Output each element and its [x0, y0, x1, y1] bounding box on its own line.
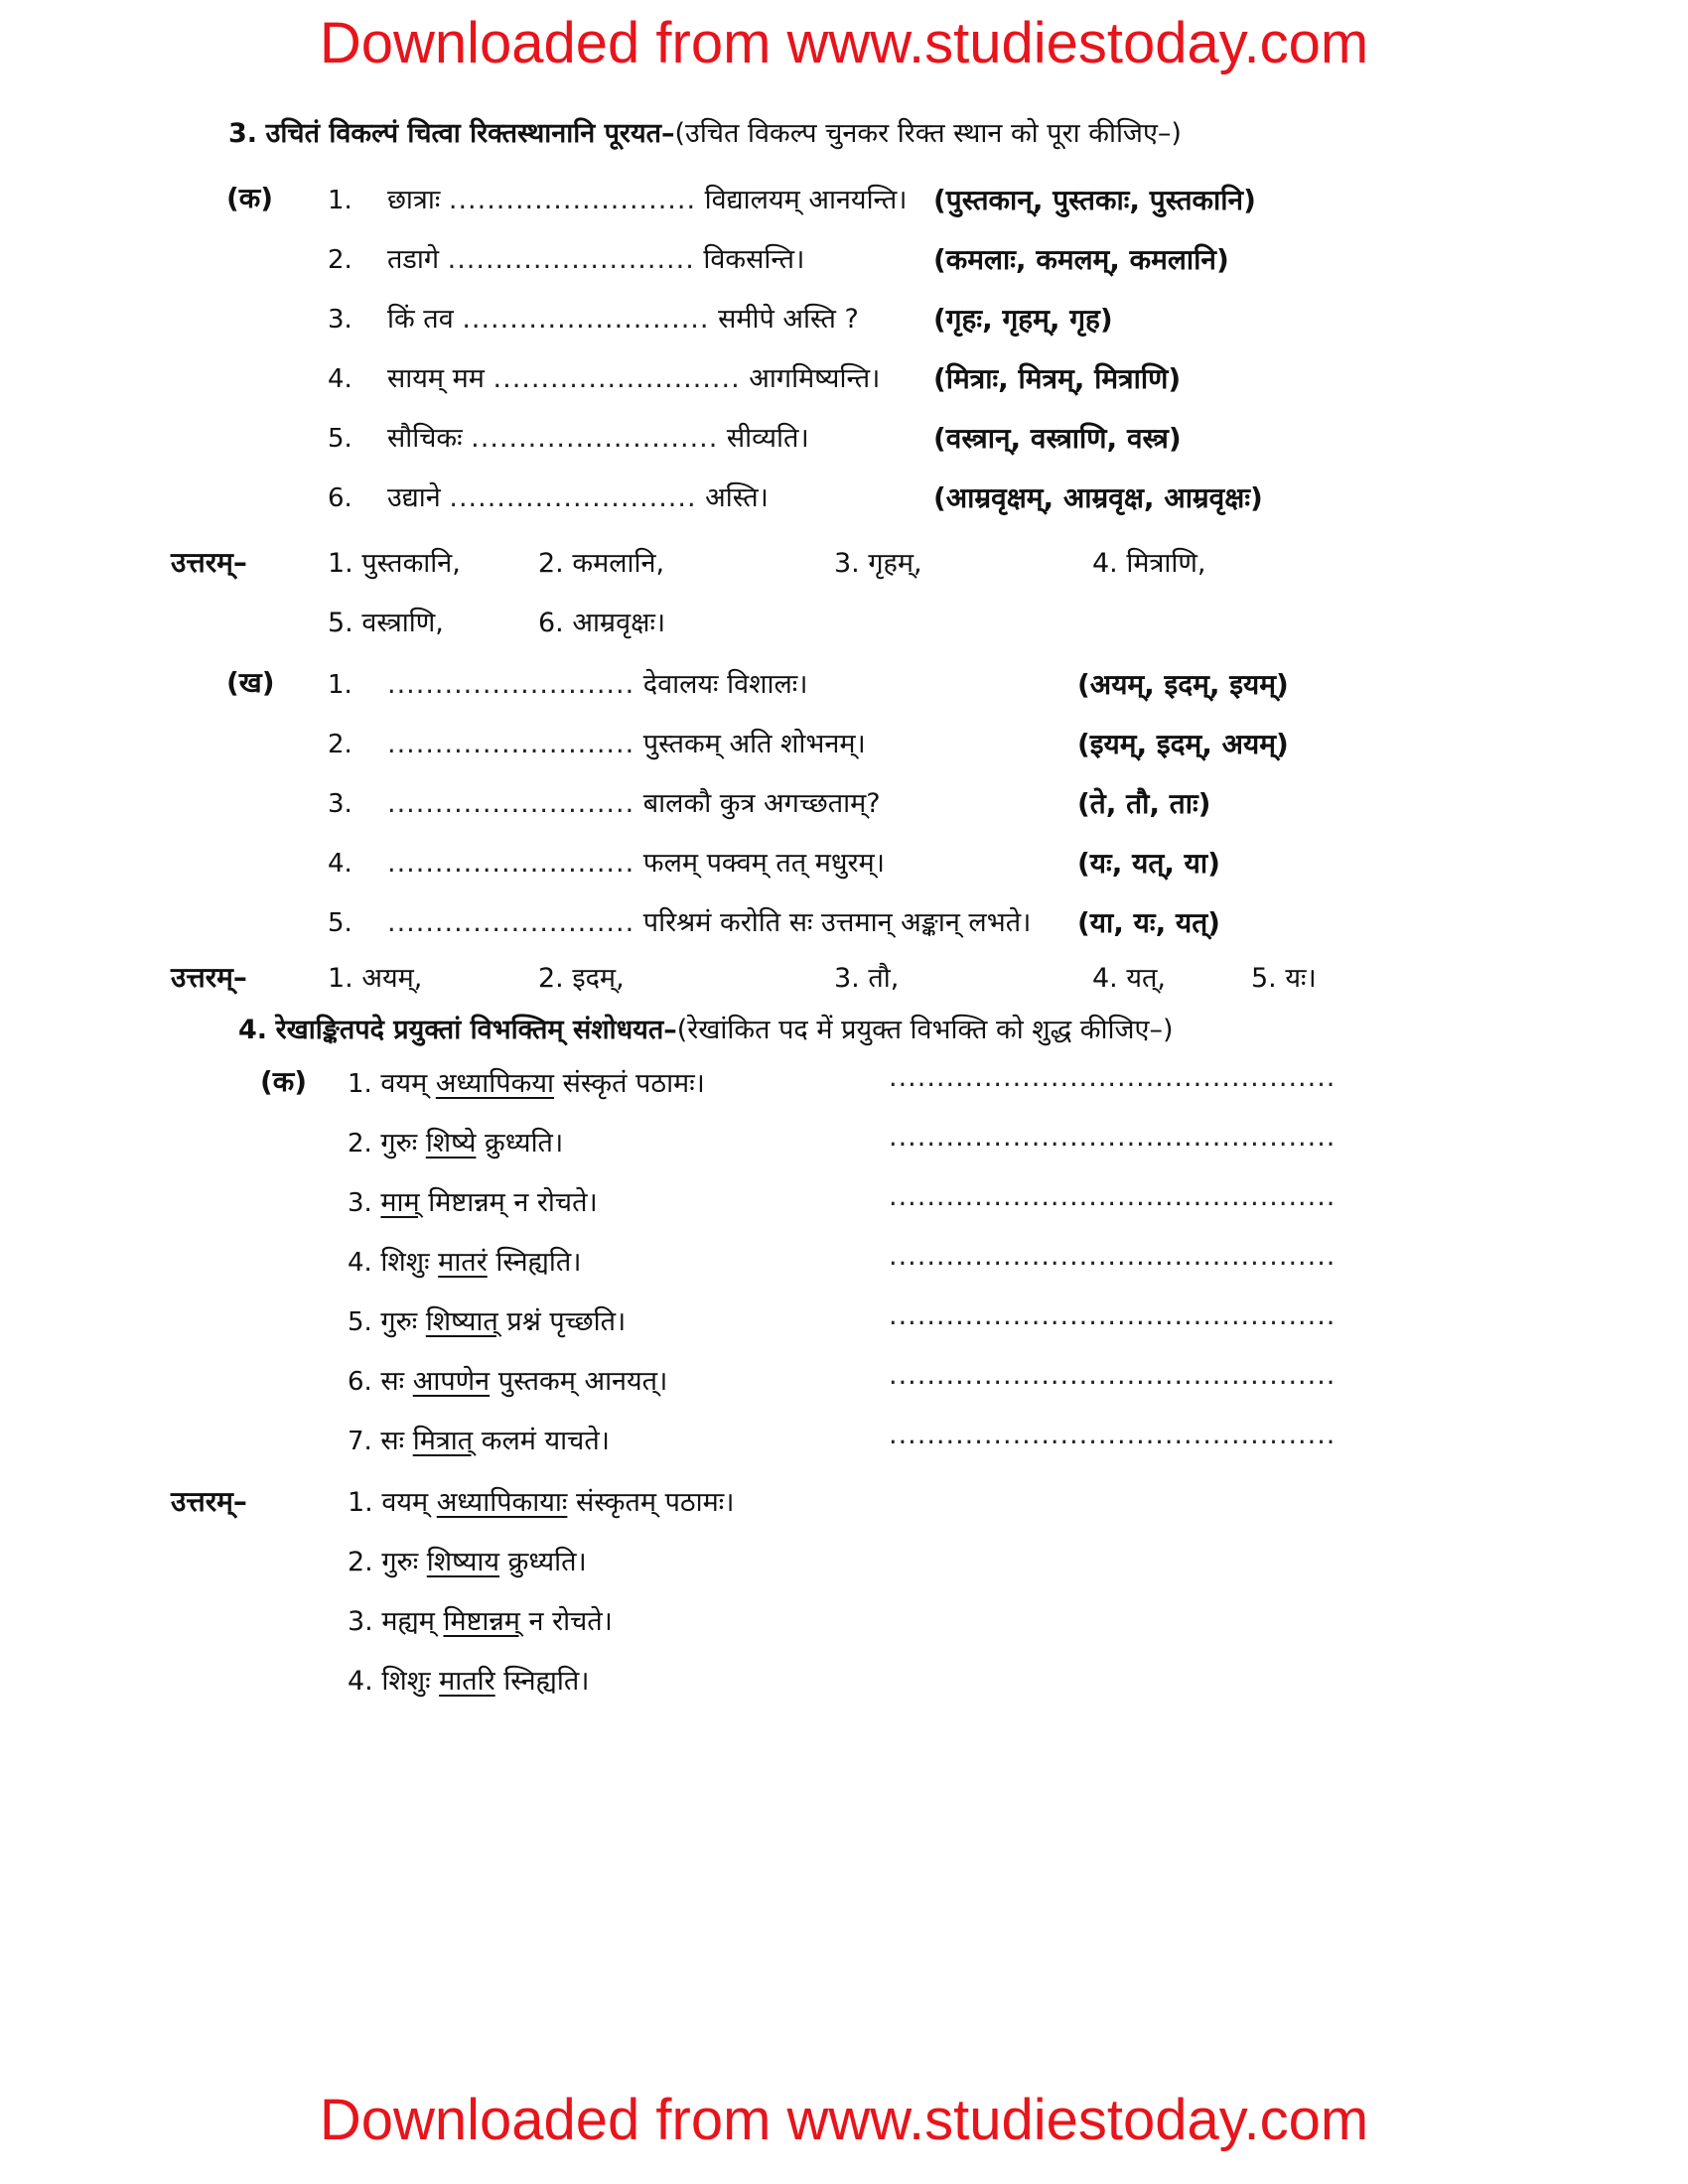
item-number: 5. — [348, 1307, 372, 1337]
item-post: सीव्यति। — [726, 423, 809, 454]
q3b-item-4 — [328, 844, 352, 884]
q4-heading — [238, 1011, 1174, 1050]
q3a-answer-3: 3. गृहम्, — [834, 548, 922, 579]
q4a-blank-2: ............................................... — [889, 1122, 1336, 1153]
answer-number: 4. — [348, 1666, 373, 1697]
underlined-word: आपणेन — [412, 1366, 491, 1397]
q4a-item-3 — [348, 1183, 598, 1223]
q4a-label: (क) — [260, 1065, 308, 1098]
blank: .......................... — [387, 788, 635, 819]
q3a-answer-5: 5. वस्त्राणि, — [328, 608, 444, 638]
q4-number: 4. — [238, 1015, 268, 1045]
item-post: प्रश्नं पृच्छति। — [506, 1306, 627, 1337]
q4a-item-1 — [348, 1064, 705, 1104]
q4a-blank-3: ............................................... — [889, 1181, 1336, 1212]
blank: .......................... — [448, 185, 697, 215]
q4a-item-4 — [348, 1243, 582, 1283]
q3a-item-4 — [328, 359, 352, 399]
q3a-item-3-options: (गृहः, गृहम्, गृह) — [933, 303, 1113, 336]
q3a-item-5-options: (वस्त्रान्, वस्त्राणि, वस्त्र) — [933, 422, 1182, 455]
q3a-item-4-options: (मित्राः, मित्रम्, मित्राणि) — [933, 362, 1182, 395]
item-number: 4. — [348, 1248, 372, 1278]
item-number: 2. — [328, 245, 352, 275]
bottom-banner: Downloaded from www.studiestoday.com — [319, 2088, 1369, 2152]
q3a-item-5 — [328, 419, 352, 459]
item-pre: तडागे — [387, 244, 440, 275]
q3b-answer-2: 2. इदम्, — [538, 963, 625, 994]
q3a-answer-1: 1. पुस्तकानि, — [328, 548, 461, 579]
item-post: मिष्टान्नम् न रोचते। — [428, 1187, 598, 1218]
q4-title-hindi: (रेखांकित पद में प्रयुक्त विभक्ति को शुद्ध कीजिए–) — [676, 1015, 1174, 1045]
item-post: संस्कृतं पठामः। — [562, 1068, 705, 1099]
q3b-answer-label: उत्तरम्– — [171, 961, 247, 994]
item-number: 5. — [328, 424, 352, 454]
item-pre: गुरुः — [380, 1306, 418, 1337]
q3a-item-3 — [328, 300, 352, 340]
item-number: 1. — [328, 186, 352, 215]
q3-title-hindi: (उचित विकल्प चुनकर रिक्त स्थान को पूरा कीजिए–) — [674, 118, 1182, 149]
q3b-item-4-options: (यः, यत्, या) — [1077, 847, 1220, 880]
answer-number: 2. — [348, 1547, 373, 1577]
q3b-answer-4: 4. यत्, — [1092, 963, 1166, 994]
blank: .......................... — [387, 669, 635, 700]
q3b-item-1-options: (अयम्, इदम्, इयम्) — [1077, 668, 1289, 701]
q3-number: 3. — [228, 118, 258, 149]
blank: .......................... — [462, 304, 710, 335]
answer-pre: वयम् — [381, 1487, 429, 1518]
q3b-item-1 — [328, 665, 352, 705]
q3a-item-1-text — [387, 181, 908, 220]
q4a-blank-7: ............................................... — [889, 1420, 1336, 1450]
q3b-answer-5: 5. यः। — [1251, 963, 1317, 994]
q3b-item-1-text — [387, 665, 807, 705]
q4-title: रेखाङ्कितपदे प्रयुक्तां विभक्तिम् संशोधयत– — [275, 1015, 677, 1045]
q4a-blank-1: ............................................... — [889, 1062, 1336, 1093]
q3a-item-2 — [328, 240, 352, 280]
item-pre: सः — [380, 1426, 405, 1456]
q3a-item-2-text — [387, 240, 804, 280]
item-post: आगमिष्यन्ति। — [749, 363, 881, 394]
q4a-item-2 — [348, 1124, 563, 1163]
item-number: 1. — [328, 670, 352, 700]
q4a-answer-2 — [348, 1543, 587, 1582]
q4a-item-5 — [348, 1302, 626, 1342]
item-pre: सः — [380, 1366, 405, 1397]
q3b-item-2-options: (इयम्, इदम्, अयम्) — [1077, 728, 1289, 760]
q3a-item-5-text — [387, 419, 809, 459]
underlined-word: अध्यापिकया — [435, 1068, 554, 1099]
blank: .......................... — [447, 244, 695, 275]
item-post: विकसन्ति। — [703, 244, 805, 275]
item-number: 3. — [328, 305, 352, 335]
item-post: स्निह्यति। — [495, 1247, 582, 1278]
answer-post: स्निह्यति। — [503, 1666, 590, 1697]
answer-post: न रोचते। — [528, 1606, 613, 1637]
q3-heading — [228, 114, 1182, 154]
underlined-word: शिष्यात् — [425, 1306, 498, 1337]
item-number: 2. — [328, 730, 352, 759]
item-number: 7. — [348, 1427, 372, 1456]
q3b-item-4-text — [387, 844, 885, 884]
q4a-blank-4: ............................................... — [889, 1241, 1336, 1272]
underlined-word: माम् — [380, 1187, 420, 1218]
underlined-word: मातरं — [438, 1247, 488, 1278]
answer-number: 1. — [348, 1487, 373, 1518]
underlined-word: शिष्ये — [425, 1128, 477, 1159]
item-pre: किं तव — [387, 304, 454, 335]
item-post: परिश्रमं करोति सः उत्तमान् अङ्कान् लभते। — [642, 907, 1032, 938]
blank: .......................... — [387, 729, 635, 759]
item-number: 3. — [348, 1188, 372, 1218]
item-post: देवालयः विशालः। — [642, 669, 808, 700]
item-pre: छात्राः — [387, 185, 441, 215]
item-post: अस्ति। — [705, 482, 769, 513]
q4a-item-7 — [348, 1422, 610, 1461]
q3a-item-2-options: (कमलाः, कमलम्, कमलानि) — [933, 243, 1229, 276]
item-post: समीपे अस्ति ? — [718, 304, 859, 335]
underlined-word: मिष्टान्नम् — [443, 1606, 520, 1637]
underlined-word: मातरि — [439, 1666, 495, 1697]
q4a-blank-6: ............................................... — [889, 1360, 1336, 1391]
item-post: फलम् पक्वम् तत् मधुरम्। — [642, 848, 885, 879]
q3a-item-4-text — [387, 359, 880, 399]
item-number: 6. — [328, 483, 352, 513]
q3b-answer-1: 1. अयम्, — [328, 963, 423, 994]
q3a-item-1-options: (पुस्तकान्, पुस्तकाः, पुस्तकानि) — [933, 184, 1256, 216]
q4a-answer-1 — [348, 1483, 734, 1523]
q4a-item-6 — [348, 1362, 667, 1402]
top-banner: Downloaded from www.studiestoday.com — [319, 11, 1369, 75]
item-pre: शिशुः — [380, 1247, 430, 1278]
underlined-word: शिष्याय — [426, 1547, 500, 1577]
item-pre: सायम् मम — [387, 363, 485, 394]
q3a-item-6 — [328, 478, 352, 518]
item-number: 4. — [328, 364, 352, 394]
answer-pre: गुरुः — [381, 1547, 419, 1577]
item-pre: गुरुः — [380, 1128, 418, 1159]
item-number: 2. — [348, 1129, 372, 1159]
q3a-item-6-text — [387, 478, 769, 518]
answer-pre: मह्यम् — [381, 1606, 435, 1637]
answer-pre: शिशुः — [381, 1666, 431, 1697]
item-post: पुस्तकम् आनयत्। — [497, 1366, 668, 1397]
q3-title: उचितं विकल्पं चित्वा रिक्तस्थानानि पूरयत– — [265, 118, 675, 149]
item-post: क्रुध्यति। — [485, 1128, 564, 1159]
item-pre: सौचिकः — [387, 423, 463, 454]
item-post: विद्यालयम् आनयन्ति। — [704, 185, 908, 215]
q3b-item-3-text — [387, 784, 881, 824]
q3b-answer-3: 3. तौ, — [834, 963, 900, 994]
q3a-answer-4: 4. मित्राणि, — [1092, 548, 1206, 579]
underlined-word: मित्रात् — [412, 1426, 474, 1456]
q3b-item-2-text — [387, 725, 866, 764]
item-pre: उद्याने — [387, 482, 441, 513]
q3b-item-3 — [328, 784, 352, 824]
q3a-answer-2: 2. कमलानि, — [538, 548, 665, 579]
item-number: 4. — [328, 849, 352, 879]
answer-post: संस्कृतम् पठामः। — [575, 1487, 735, 1518]
blank: .......................... — [492, 363, 741, 394]
item-number: 5. — [328, 908, 352, 938]
q3a-item-1 — [328, 181, 352, 220]
blank: .......................... — [471, 423, 719, 454]
item-pre: वयम् — [380, 1068, 428, 1099]
q3b-item-2 — [328, 725, 352, 764]
item-post: कलमं याचते। — [481, 1426, 610, 1456]
item-number: 3. — [328, 789, 352, 819]
q3a-label: (क) — [226, 182, 274, 214]
q3a-item-3-text — [387, 300, 859, 340]
q4a-answer-3 — [348, 1602, 613, 1642]
item-post: बालकौ कुत्र अगच्छताम्? — [642, 788, 881, 819]
q3a-item-6-options: (आम्रवृक्षम्, आम्रवृक्ष, आम्रवृक्षः) — [933, 481, 1263, 514]
q3b-item-5 — [328, 903, 352, 943]
q4a-answer-label: उत्तरम्– — [171, 1485, 247, 1518]
q3b-item-5-options: (या, यः, यत्) — [1077, 906, 1220, 939]
underlined-word: अध्यापिकायाः — [436, 1487, 568, 1518]
item-post: पुस्तकम् अति शोभनम्। — [642, 729, 866, 759]
q4a-answer-4 — [348, 1662, 589, 1702]
q4a-blank-5: ............................................... — [889, 1300, 1336, 1331]
blank: .......................... — [387, 907, 635, 938]
answer-number: 3. — [348, 1606, 373, 1637]
q3a-answer-label: उत्तरम्– — [171, 546, 247, 579]
q3a-answer-6: 6. आम्रवृक्षः। — [538, 608, 666, 638]
item-number: 6. — [348, 1367, 372, 1397]
item-number: 1. — [348, 1069, 372, 1099]
q3b-item-5-text — [387, 903, 1031, 943]
q3b-label: (ख) — [226, 666, 275, 699]
blank: .......................... — [449, 482, 697, 513]
q3b-item-3-options: (ते, तौ, ताः) — [1077, 787, 1211, 820]
blank: .......................... — [387, 848, 635, 879]
answer-post: क्रुध्यति। — [507, 1547, 587, 1577]
